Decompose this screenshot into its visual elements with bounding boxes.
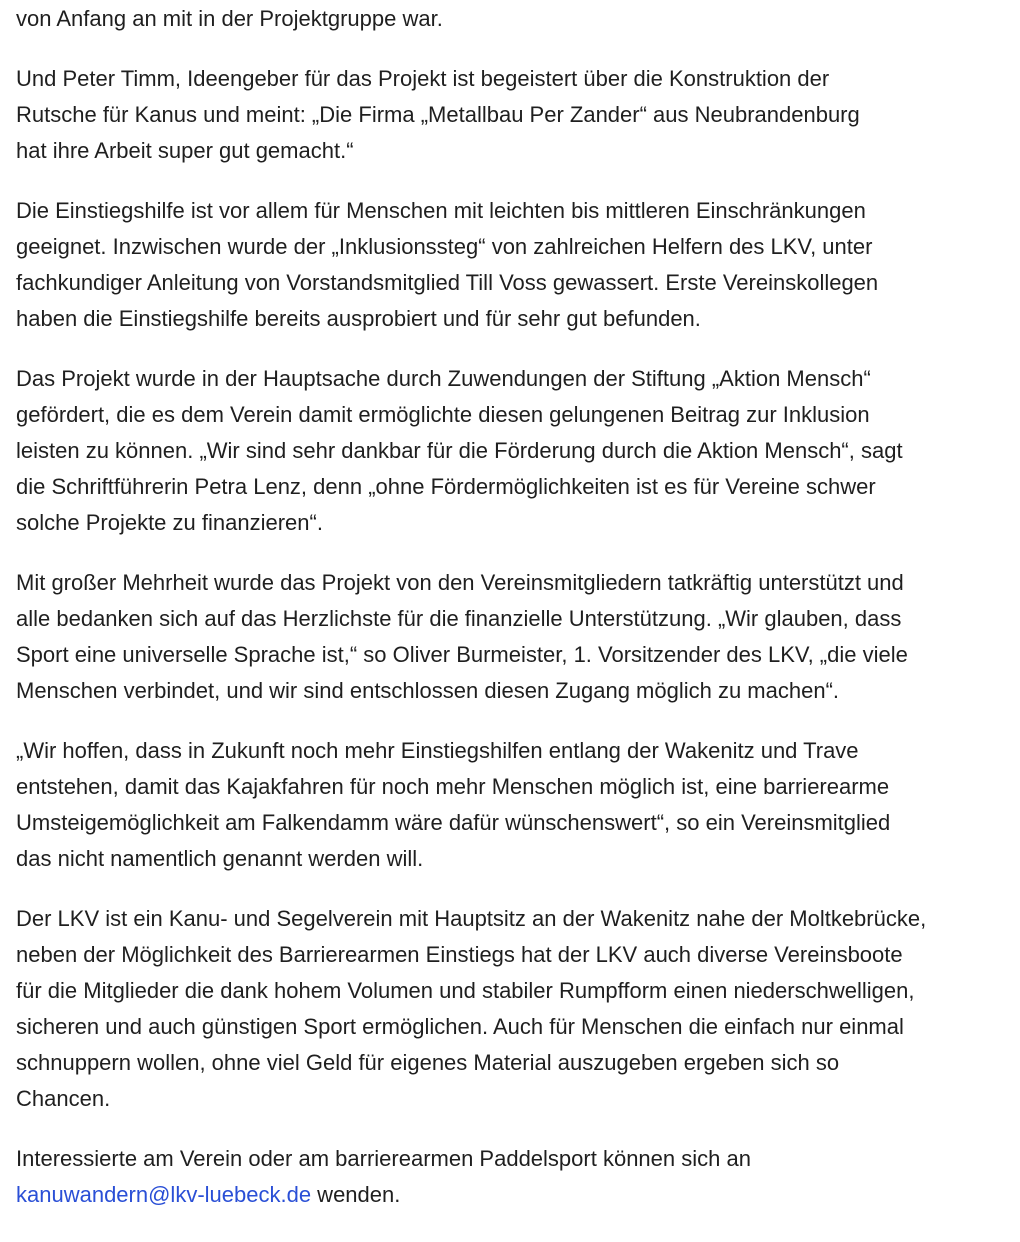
paragraph-future-hopes [16, 733, 1016, 877]
text-line: Und Peter Timm, Ideengeber für das Projekt ist begeistert über die Konstruktion der [16, 66, 830, 91]
text-line: Rutsche für Kanus und meint: „Die Firma „Metallbau Per Zander“ aus Neubrandenburg [16, 102, 860, 127]
contact-line [16, 1177, 1016, 1213]
text-line: haben die Einstiegshilfe bereits ausprobiert und für sehr gut befunden. [16, 306, 701, 331]
paragraph-contact [16, 1141, 1016, 1213]
text-line: Chancen. [16, 1086, 111, 1111]
text-line: alle bedanken sich auf das Herzlichste für die finanzielle Unterstützung. „Wir glauben, dass [16, 606, 902, 631]
text-line: leisten zu können. „Wir sind sehr dankbar für die Förderung durch die Aktion Mensch“, sagt [16, 438, 903, 463]
text-line: fachkundiger Anleitung von Vorstandsmitglied Till Voss gewassert. Erste Vereinskollegen [16, 270, 879, 295]
text-line: Das Projekt wurde in der Hauptsache durch Zuwendungen der Stiftung „Aktion Mensch“ [16, 366, 871, 391]
text-line: solche Projekte zu finanzieren“. [16, 510, 323, 535]
text-line: „Wir hoffen, dass in Zukunft noch mehr Einstiegshilfen entlang der Wakenitz und Trave [16, 738, 859, 763]
text-line: Umsteigemöglichkeit am Falkendamm wäre dafür wünschenswert“, so ein Vereinsmitglied [16, 810, 891, 835]
paragraph-lkv-description [16, 901, 1016, 1117]
text-line: Menschen verbindet, und wir sind entschlossen diesen Zugang möglich zu machen“. [16, 678, 840, 703]
contact-suffix: wenden. [311, 1182, 401, 1207]
text-line: hat ihre Arbeit super gut gemacht.“ [16, 138, 354, 163]
text-line: entstehen, damit das Kajakfahren für noch mehr Menschen möglich ist, eine barrierearme [16, 774, 890, 799]
text-line: von Anfang an mit in der Projektgruppe war. [16, 6, 443, 31]
paragraph-member-support [16, 565, 1016, 709]
text-line: sicheren und auch günstigen Sport ermöglichen. Auch für Menschen die einfach nur einmal [16, 1014, 904, 1039]
text-line: für die Mitglieder die dank hohem Volumen und stabiler Rumpfform einen niederschwelligen, [16, 978, 915, 1003]
text-line: gefördert, die es dem Verein damit ermöglichte diesen gelungenen Beitrag zur Inklusion [16, 402, 870, 427]
paragraph-project-group [16, 1, 1016, 37]
text-line: die Schriftführerin Petra Lenz, denn „ohne Fördermöglichkeiten ist es für Vereine schwer [16, 474, 876, 499]
paragraph-aktion-mensch-funding [16, 361, 1016, 541]
text-line: Interessierte am Verein oder am barrierearmen Paddelsport können sich an [16, 1146, 751, 1171]
text-line: Die Einstiegshilfe ist vor allem für Menschen mit leichten bis mittleren Einschränkungen [16, 198, 866, 223]
text-line: Sport eine universelle Sprache ist,“ so Oliver Burmeister, 1. Vorsitzender des LKV, „die viele [16, 642, 908, 667]
email-link[interactable]: kanuwandern@lkv-luebeck.de [16, 1182, 312, 1207]
text-line: Der LKV ist ein Kanu- und Segelverein mit Hauptsitz an der Wakenitz nahe der Moltkebrücke, [16, 906, 927, 931]
paragraph-peter-timm-quote [16, 61, 1016, 169]
text-line: schnuppern wollen, ohne viel Geld für eigenes Material auszugeben ergeben sich so [16, 1050, 840, 1075]
article-body [16, 0, 1016, 1237]
text-line: neben der Möglichkeit des Barrierearmen Einstiegs hat der LKV auch diverse Vereinsboote [16, 942, 903, 967]
text-line: geeignet. Inzwischen wurde der „Inklusionssteg“ von zahlreichen Helfern des LKV, unter [16, 234, 873, 259]
text-line: das nicht namentlich genannt werden will. [16, 846, 424, 871]
text-line: Mit großer Mehrheit wurde das Projekt von den Vereinsmitgliedern tatkräftig unterstützt und [16, 570, 904, 595]
paragraph-einstiegshilfe [16, 193, 1016, 337]
